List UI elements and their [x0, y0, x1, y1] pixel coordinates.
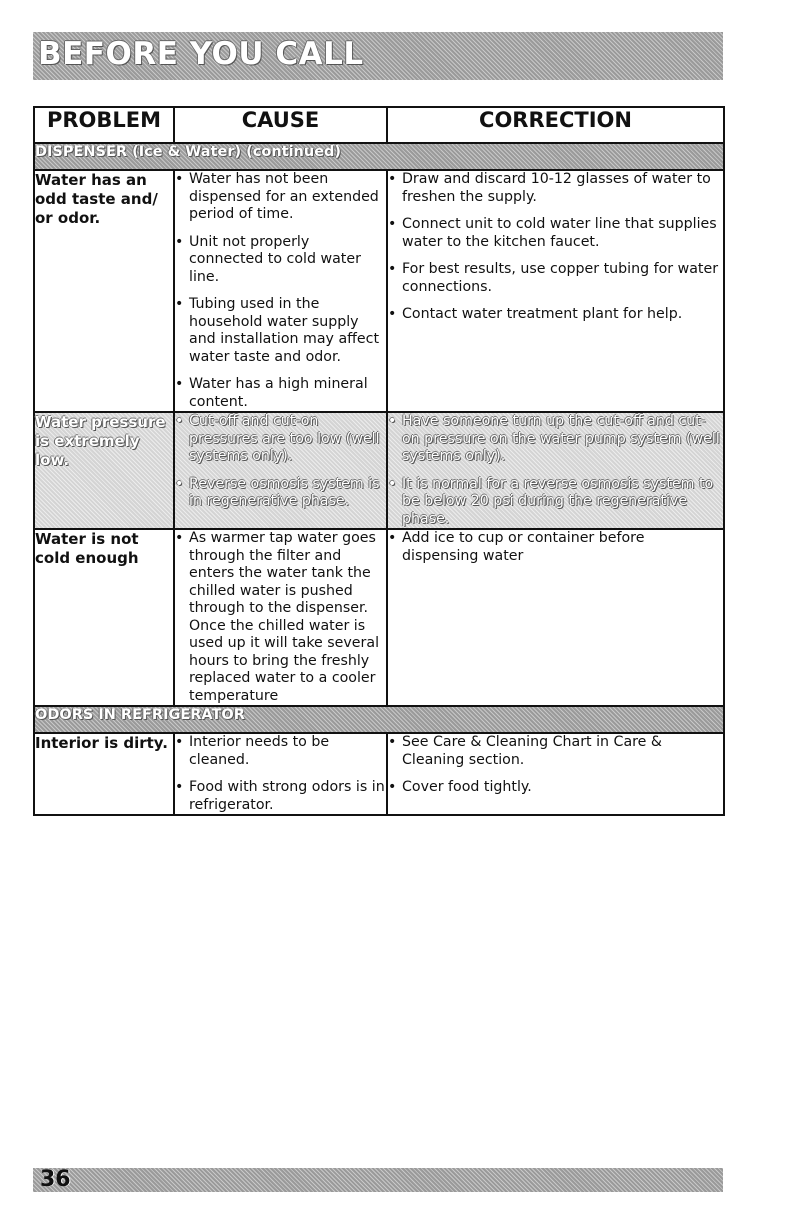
cause-list	[175, 171, 386, 411]
correction-cell	[387, 529, 724, 706]
correction-item: • For best results, use copper tubing for water connections.	[388, 261, 723, 296]
correction-item: • Have someone turn up the cut-off and cut-on pressure on the water pump system (well systems only).	[388, 413, 723, 466]
cause-cell	[174, 412, 387, 529]
correction-list	[388, 171, 723, 324]
cause-cell	[174, 170, 387, 412]
cause-item: • Food with strong odors is in refrigerator.	[175, 779, 386, 814]
cause-item: • Water has not been dispensed for an extended period of time.	[175, 171, 386, 224]
problem-cell: Interior is dirty.	[34, 733, 174, 815]
section-title: ODORS IN REFRIGERATOR	[34, 706, 724, 733]
correction-cell	[387, 733, 724, 815]
section-row	[34, 143, 724, 170]
cause-list	[175, 413, 386, 511]
cause-item: • Cut-off and cut-on pressures are too low (well systems only).	[175, 413, 386, 466]
cause-item: • Tubing used in the household water supply and installation may affect water taste and odor.	[175, 296, 386, 366]
table-row	[34, 412, 724, 529]
cause-cell	[174, 733, 387, 815]
section-title: DISPENSER (Ice & Water) (continued)	[34, 143, 724, 170]
correction-item: • Contact water treatment plant for help.	[388, 306, 723, 324]
cause-item: • As warmer tap water goes through the filter and enters the water tank the chilled water is pushed through to the dispenser. Once the chilled water is used up it will take several hours to bring the freshly replaced water to a cooler temperature	[175, 530, 386, 705]
footer-band	[33, 1168, 723, 1192]
problem-cell: Water has an odd taste and/ or odor.	[34, 170, 174, 412]
page-number: 36	[40, 1167, 71, 1192]
table-body	[34, 143, 724, 815]
cause-item: • Reverse osmosis system is in regenerative phase.	[175, 476, 386, 511]
cause-item: • Water has a high mineral content.	[175, 376, 386, 411]
troubleshooting-table	[33, 106, 725, 816]
table-row	[34, 170, 724, 412]
correction-item: • Connect unit to cold water line that supplies water to the kitchen faucet.	[388, 216, 723, 251]
problem-cell: Water is not cold enough	[34, 529, 174, 706]
column-header-problem: PROBLEM	[34, 107, 174, 143]
cause-list	[175, 530, 386, 705]
page-title: BEFORE YOU CALL	[38, 36, 364, 72]
correction-list	[388, 413, 723, 528]
section-row	[34, 706, 724, 733]
cause-item: • Interior needs to be cleaned.	[175, 734, 386, 769]
column-header-cause: CAUSE	[174, 107, 387, 143]
correction-item: • Cover food tightly.	[388, 779, 723, 797]
correction-list	[388, 530, 723, 565]
cause-item: • Unit not properly connected to cold water line.	[175, 234, 386, 287]
problem-cell: Water pressure is extremely low.	[34, 412, 174, 529]
correction-item: • See Care & Cleaning Chart in Care & Cleaning section.	[388, 734, 723, 769]
table-row	[34, 733, 724, 815]
correction-item: • Draw and discard 10-12 glasses of water to freshen the supply.	[388, 171, 723, 206]
cause-list	[175, 734, 386, 814]
column-header-correction: CORRECTION	[387, 107, 724, 143]
correction-cell	[387, 412, 724, 529]
correction-item: • Add ice to cup or container before dispensing water	[388, 530, 723, 565]
table-row	[34, 529, 724, 706]
column-header-row	[34, 107, 724, 143]
correction-list	[388, 734, 723, 797]
correction-item: • It is normal for a reverse osmosis system to be below 20 psi during the regenerative phase.	[388, 476, 723, 529]
correction-cell	[387, 170, 724, 412]
cause-cell	[174, 529, 387, 706]
